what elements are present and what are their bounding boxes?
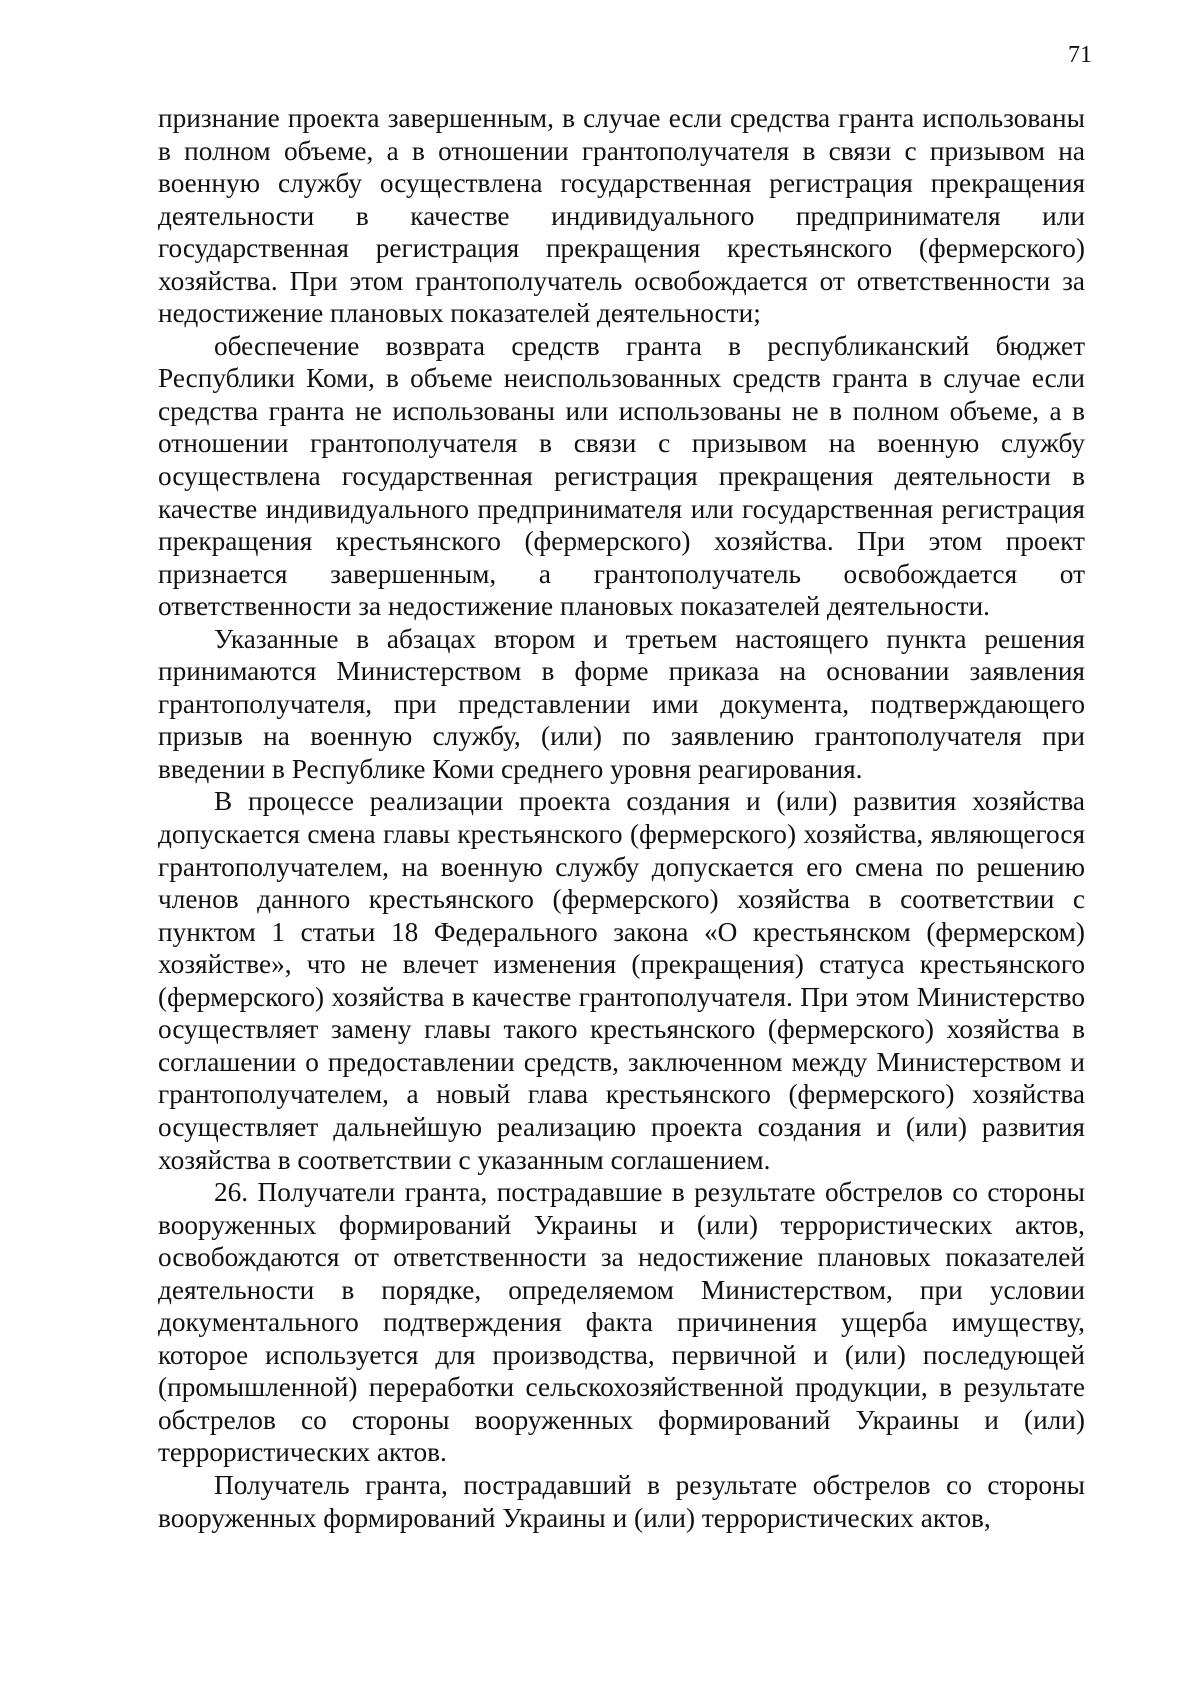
page-number: 71: [1068, 42, 1092, 68]
paragraph-clause-26: 26. Получатели гранта, пострадавшие в результате обстрелов со стороны вооруженных формирований Украины и (или) террористических актов, освобождаются от ответственности за недостижение плановых показателей деятельности в порядке, определяемом Министерством, при условии документального подтверждения факта причинения ущерба имуществу, которое используется для производства, первичной и (или) последующей (промышленной) переработки сельскохозяйственной продукции, в результате обстрелов со стороны вооруженных формирований Украины и (или) террористических актов.: [158, 1177, 1085, 1468]
paragraph-grant-return: обеспечение возврата средств гранта в республиканский бюджет Республики Коми, в объеме неиспользованных средств гранта в случае если средства гранта не использованы или использованы не в полном объеме, а в отношении грантополучателя в связи с призывом на военную службу осуществлена государственная регистрация прекращения деятельности в качестве индивидуального предпринимателя или государственная регистрация прекращения крестьянского (фермерского) хозяйства. При этом проект признается завершенным, а грантополучатель освобождается от ответственности за недостижение плановых показателей деятельности.: [158, 330, 1085, 622]
paragraph-affected-recipient: Получатель гранта, пострадавший в результате обстрелов со стороны вооруженных формирований Украины и (или) террористических актов,: [158, 1469, 1085, 1533]
paragraph-continuation: признание проекта завершенным, в случае если средства гранта использованы в полном объеме, а в отношении грантополучателя в связи с призывом на военную службу осуществлена государственная регистрация прекращения деятельности в качестве индивидуального предпринимателя или государственная регистрация прекращения крестьянского (фермерского) хозяйства. При этом грантополучатель освобождается от ответственности за недостижение плановых показателей деятельности;: [158, 103, 1085, 329]
paragraph-head-replacement: В процессе реализации проекта создания и (или) развития хозяйства допускается смена главы крестьянского (фермерского) хозяйства, являющегося грантополучателем, на военную службу допускается его смена по решению членов данного крестьянского (фермерского) хозяйства в соответствии с пунктом 1 статьи 18 Федерального закона «О крестьянском (фермерском) хозяйстве», что не влечет изменения (прекращения) статуса крестьянского (фермерского) хозяйства в качестве грантополучателя. При этом Министерство осуществляет замену главы такого крестьянского (фермерского) хозяйства в соглашении о предоставлении средств, заключенном между Министерством и грантополучателем, а новый глава крестьянского (фермерского) хозяйства осуществляет дальнейшую реализацию проекта создания и (или) развития хозяйства в соответствии с указанным соглашением.: [158, 786, 1085, 1175]
document-body: [158, 102, 1085, 1534]
paragraph-ministry-decisions: Указанные в абзацах втором и третьем настоящего пункта решения принимаются Министерством в форме приказа на основании заявления грантополучателя, при представлении ими документа, подтверждающего призыв на военную службу, (или) по заявлению грантополучателя при введении в Республике Коми среднего уровня реагирования.: [158, 623, 1085, 784]
